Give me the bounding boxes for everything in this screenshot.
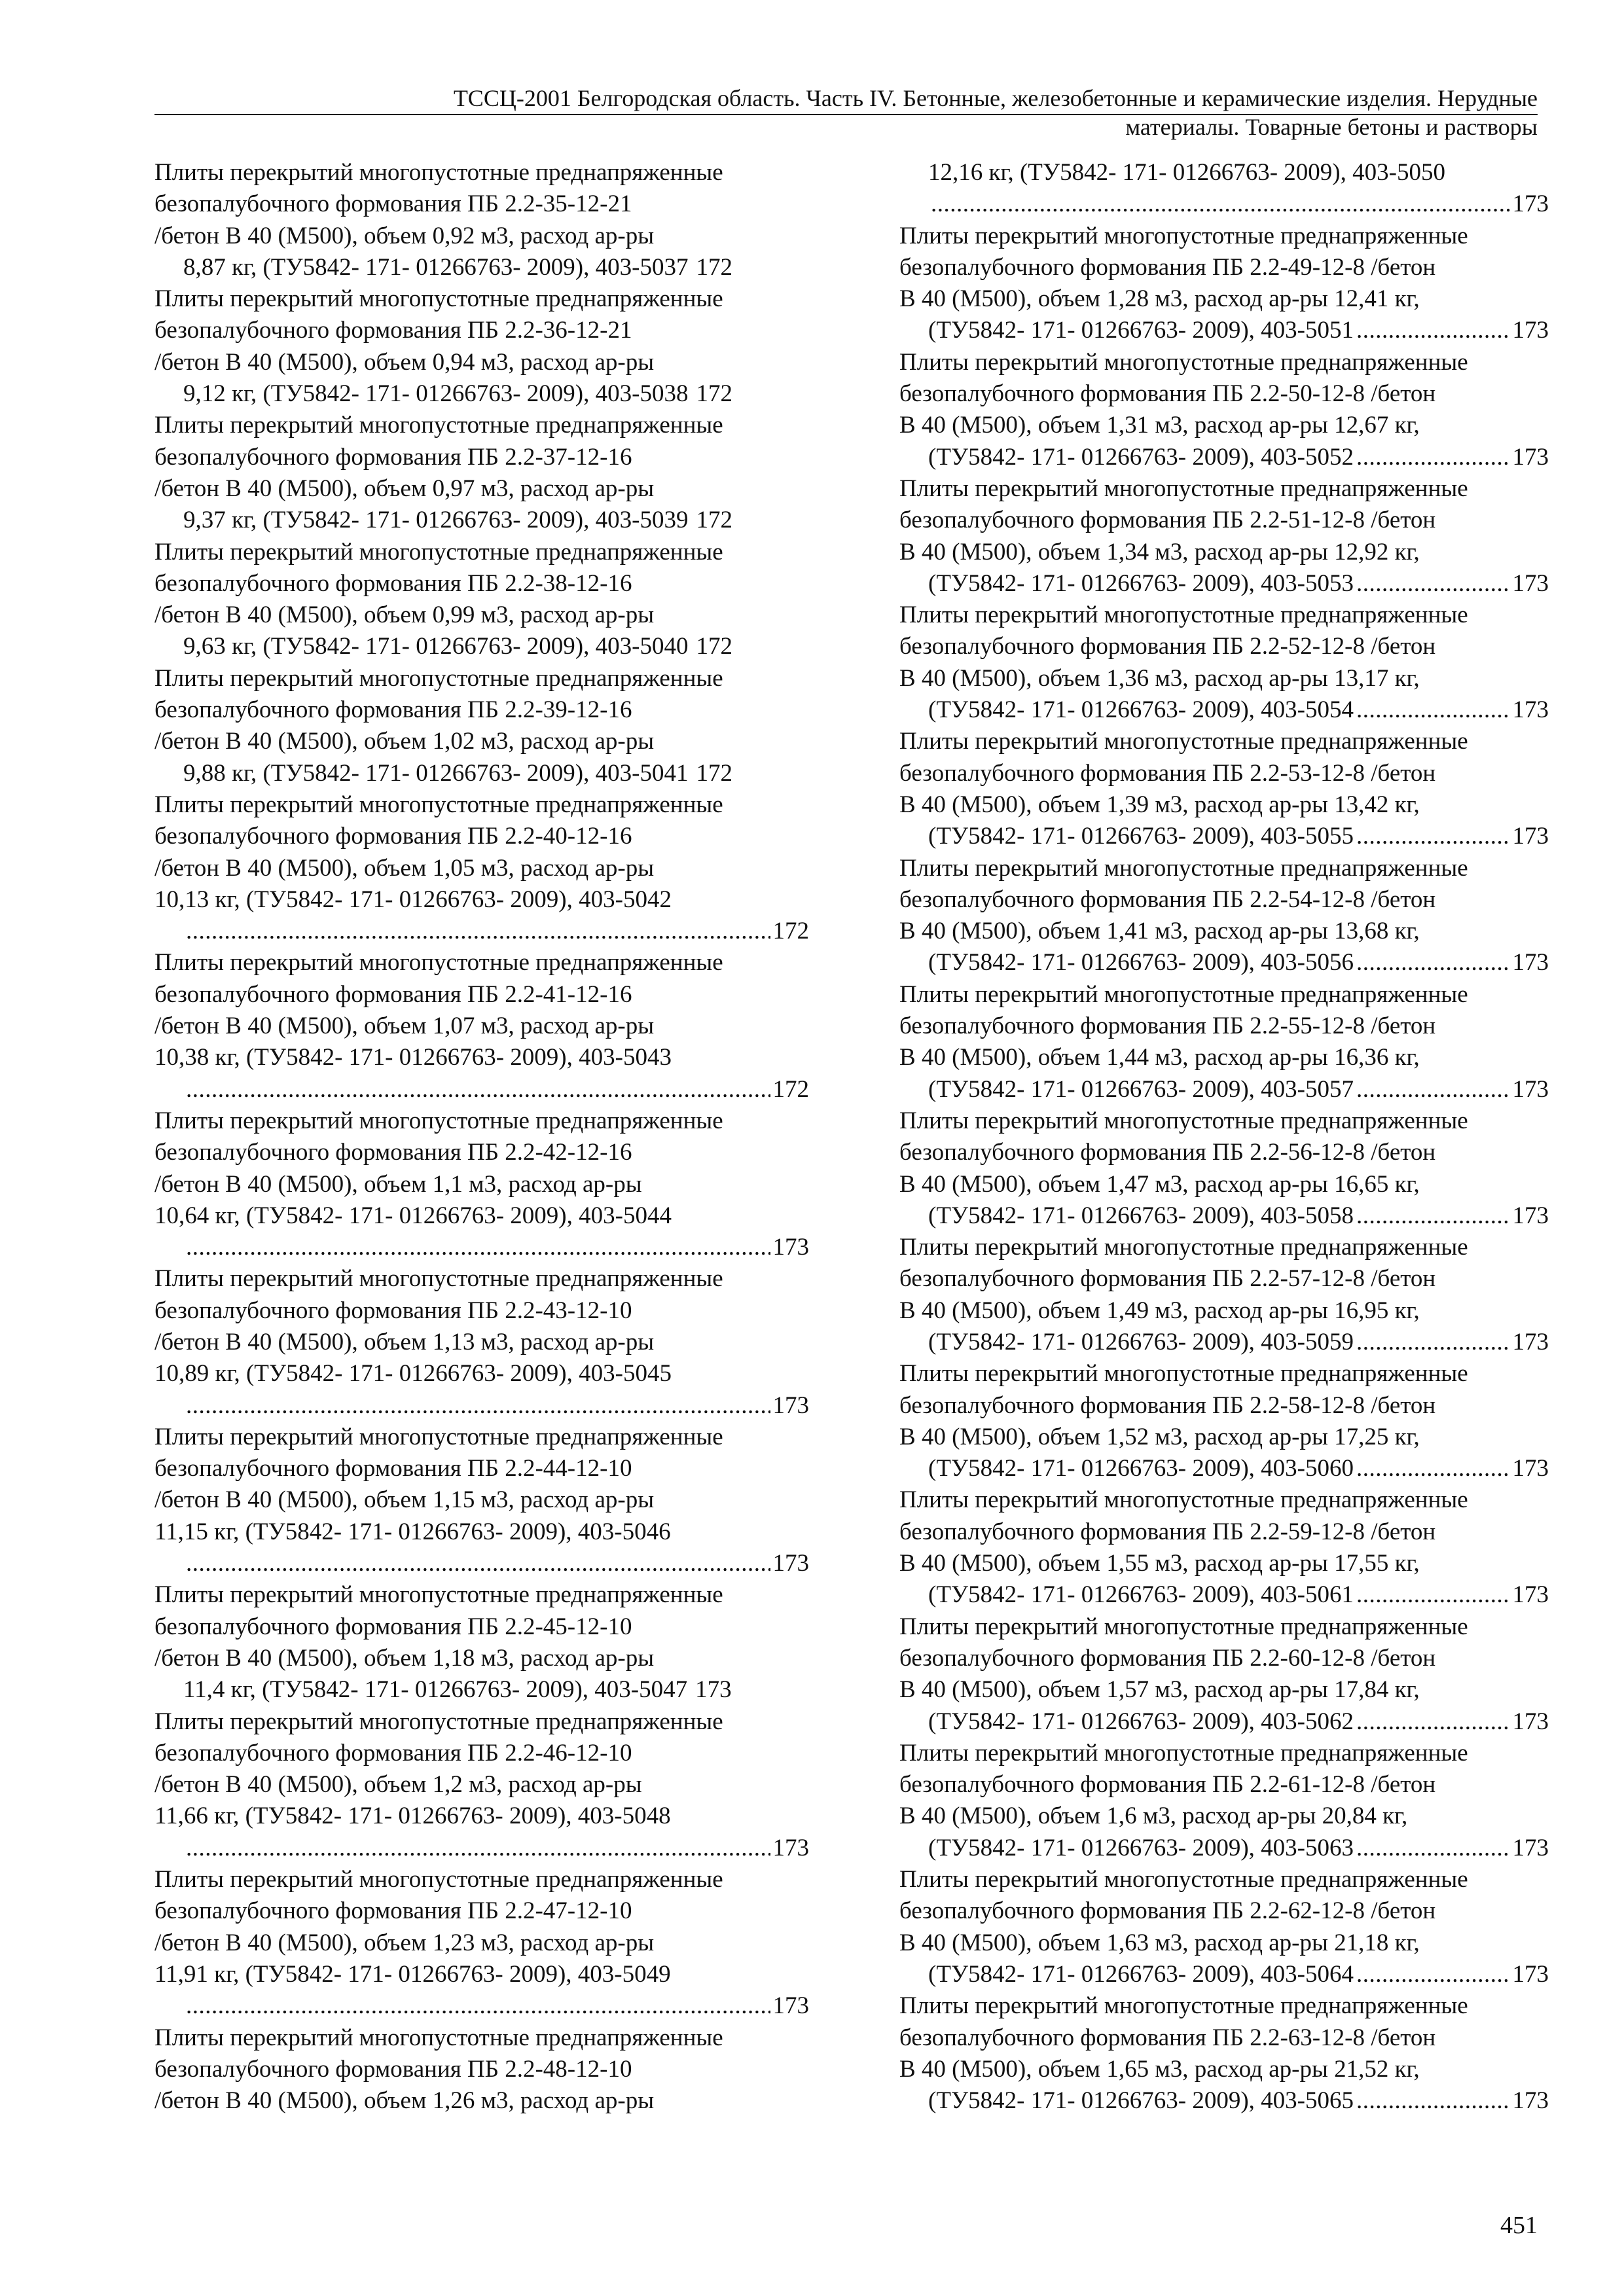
entry-line: безопалубочного формования ПБ 2.2-40-12-16	[154, 823, 632, 850]
entry-page-ref: 172	[772, 918, 809, 945]
entry-line: Плиты перекрытий многопустотные преднапряженные	[154, 1423, 723, 1450]
index-entry	[899, 1738, 1549, 1864]
index-entry	[154, 157, 809, 283]
entry-line: Плиты перекрытий многопустотные преднапряженные	[154, 538, 723, 565]
index-entry	[899, 600, 1549, 726]
entry-line: безопалубочного формования ПБ 2.2-42-12-16	[154, 1139, 632, 1166]
entry-line: безопалубочного формования ПБ 2.2-62-12-8 /бетон	[899, 1897, 1436, 1925]
entry-line: Плиты перекрытий многопустотные преднапряженные	[154, 285, 723, 313]
entry-page-ref: 173	[1512, 569, 1549, 597]
dot-leader	[1356, 821, 1510, 852]
entry-line: Плиты перекрытий многопустотные преднапряженные	[899, 1739, 1468, 1767]
entry-line: Плиты перекрытий многопустотные преднапряженные	[899, 222, 1468, 249]
entry-line: безопалубочного формования ПБ 2.2-50-12-8 /бетон	[899, 380, 1436, 408]
entry-last-line	[183, 1674, 809, 1706]
entry-line: Плиты перекрытий многопустотные преднапряженные	[154, 2024, 723, 2051]
entry-line: (ТУ5842- 171- 01266763- 2009), 403-5064	[928, 1960, 1354, 1988]
index-entry	[154, 283, 809, 410]
entry-line: (ТУ5842- 171- 01266763- 2009), 403-5063	[928, 1834, 1354, 1861]
entry-line: В 40 (М500), объем 1,31 м3, расход ар-ры 12,67 кг,	[899, 412, 1420, 439]
dot-leader	[186, 1833, 770, 1864]
entry-line: /бетон В 40 (М500), объем 1,23 м3, расход ар-ры	[154, 1929, 655, 1956]
entry-page-ref: 173	[1512, 1328, 1549, 1355]
dot-leader	[1356, 1706, 1510, 1738]
index-entry	[899, 221, 1549, 347]
entry-line: (ТУ5842- 171- 01266763- 2009), 403-5062	[928, 1708, 1354, 1735]
dot-leader	[1356, 947, 1510, 978]
header-rule	[154, 114, 1538, 115]
dot-leader	[1356, 694, 1510, 726]
entry-page-ref: 173	[772, 1992, 809, 2020]
entry-last-line	[183, 631, 809, 662]
entry-page-ref: 172	[696, 507, 732, 534]
dot-leader	[186, 1232, 770, 1263]
entry-line: 11,66 кг, (ТУ5842- 171- 01266763- 2009), 403-5048	[154, 1803, 671, 1830]
entry-line: Плиты перекрытий многопустотные преднапряженные	[899, 1992, 1468, 2020]
index-entry	[899, 726, 1549, 852]
index-entry	[154, 1422, 809, 1579]
entry-line: Плиты перекрытий многопустотные преднапряженные	[899, 1234, 1468, 1261]
entry-line: В 40 (М500), объем 1,39 м3, расход ар-ры 13,42 кг,	[899, 791, 1420, 818]
dot-leader	[1356, 1327, 1510, 1358]
entry-last-line	[183, 1990, 809, 2022]
entry-line: /бетон В 40 (М500), объем 1,18 м3, расход ар-ры	[154, 1644, 655, 1672]
entry-line: 11,91 кг, (ТУ5842- 171- 01266763- 2009), 403-5049	[154, 1960, 671, 1988]
entry-line: В 40 (М500), объем 1,47 м3, расход ар-ры 16,65 кг,	[899, 1170, 1420, 1198]
entry-last-line	[928, 1579, 1549, 1611]
dot-leader	[1356, 442, 1510, 473]
entry-page-ref: 173	[1512, 1960, 1549, 1988]
entry-last-line	[928, 1959, 1549, 1990]
entry-line: /бетон В 40 (М500), объем 0,94 м3, расход ар-ры	[154, 348, 655, 376]
entry-last-line	[928, 188, 1549, 220]
entry-line: безопалубочного формования ПБ 2.2-49-12-8 /бетон	[899, 253, 1436, 281]
entry-last-line	[183, 1548, 809, 1579]
entry-line: (ТУ5842- 171- 01266763- 2009), 403-5051	[928, 317, 1354, 344]
entry-line: безопалубочного формования ПБ 2.2-36-12-21	[154, 317, 632, 344]
entry-line: 10,13 кг, (ТУ5842- 171- 01266763- 2009), 403-5042	[154, 886, 672, 913]
entry-line: /бетон В 40 (М500), объем 0,92 м3, расход ар-ры	[154, 222, 655, 249]
entry-line: безопалубочного формования ПБ 2.2-51-12-8 /бетон	[899, 507, 1436, 534]
entry-line: /бетон В 40 (М500), объем 0,97 м3, расход ар-ры	[154, 475, 655, 502]
entry-last-line	[928, 947, 1549, 978]
entry-page-ref: 173	[1512, 696, 1549, 724]
entry-last-line	[183, 1232, 809, 1263]
entry-last-line	[183, 758, 809, 789]
entry-page-ref: 172	[772, 1075, 809, 1103]
entry-line: безопалубочного формования ПБ 2.2-61-12-8 /бетон	[899, 1771, 1436, 1799]
entry-line: безопалубочного формования ПБ 2.2-41-12-16	[154, 980, 632, 1008]
entry-line: Плиты перекрытий многопустотные преднапряженные	[899, 854, 1468, 882]
index-entry	[154, 789, 809, 947]
entry-line: безопалубочного формования ПБ 2.2-48-12-10	[154, 2055, 632, 2083]
entry-line: (ТУ5842- 171- 01266763- 2009), 403-5061	[928, 1581, 1354, 1609]
entry-line: Плиты перекрытий многопустотные преднапряженные	[154, 1265, 723, 1293]
entry-line: Плиты перекрытий многопустотные преднапряженные	[154, 412, 723, 439]
entry-line: (ТУ5842- 171- 01266763- 2009), 403-5060	[928, 1455, 1354, 1482]
header-line-1: ТССЦ-2001 Белгородская область. Часть IV. Бетонные, железобетонные и керамические изделия. Нерудные	[453, 85, 1538, 111]
dot-leader	[1356, 568, 1510, 600]
entry-line: Плиты перекрытий многопустотные преднапряженные	[899, 1866, 1468, 1893]
entry-line: Плиты перекрытий многопустотные преднапряженные	[154, 1107, 723, 1134]
entry-line: В 40 (М500), объем 1,28 м3, расход ар-ры 12,41 кг,	[899, 285, 1420, 313]
entry-last-line	[183, 1390, 809, 1422]
entry-line: безопалубочного формования ПБ 2.2-35-12-21	[154, 190, 632, 218]
entry-last-line	[183, 505, 809, 536]
entry-line: /бетон В 40 (М500), объем 1,26 м3, расход ар-ры	[154, 2087, 655, 2115]
entry-line: безопалубочного формования ПБ 2.2-46-12-10	[154, 1739, 632, 1767]
entry-line: безопалубочного формования ПБ 2.2-43-12-10	[154, 1297, 632, 1324]
entry-last-line	[928, 315, 1549, 346]
entry-line: /бетон В 40 (М500), объем 1,1 м3, расход ар-ры	[154, 1170, 642, 1198]
entry-page-ref: 173	[1512, 317, 1549, 344]
index-entry	[899, 979, 1549, 1105]
entry-line: (ТУ5842- 171- 01266763- 2009), 403-5057	[928, 1075, 1354, 1103]
header-line-2: материалы. Товарные бетоны и растворы	[1125, 114, 1538, 140]
entry-line: /бетон В 40 (М500), объем 1,05 м3, расход ар-ры	[154, 854, 655, 882]
entry-line: 9,88 кг, (ТУ5842- 171- 01266763- 2009), 403-5041	[183, 759, 689, 787]
entry-line: безопалубочного формования ПБ 2.2-63-12-8 /бетон	[899, 2024, 1436, 2051]
entry-line: В 40 (М500), объем 1,63 м3, расход ар-ры 21,18 кг,	[899, 1929, 1420, 1956]
entry-line: (ТУ5842- 171- 01266763- 2009), 403-5065	[928, 2087, 1354, 2115]
index-entry	[154, 1105, 809, 1263]
entry-last-line	[928, 1453, 1549, 1484]
entry-line: /бетон В 40 (М500), объем 1,02 м3, расход ар-ры	[154, 728, 655, 755]
entry-line: безопалубочного формования ПБ 2.2-52-12-8 /бетон	[899, 633, 1436, 660]
entry-line: (ТУ5842- 171- 01266763- 2009), 403-5054	[928, 696, 1354, 724]
entry-line: 10,38 кг, (ТУ5842- 171- 01266763- 2009), 403-5043	[154, 1044, 672, 1071]
entry-page-ref: 173	[1512, 2087, 1549, 2115]
index-entry	[899, 1611, 1549, 1738]
entry-line: Плиты перекрытий многопустотные преднапряженные	[154, 159, 723, 186]
entry-line: В 40 (М500), объем 1,34 м3, расход ар-ры 12,92 кг,	[899, 538, 1420, 565]
entry-line: безопалубочного формования ПБ 2.2-47-12-10	[154, 1897, 632, 1925]
entry-line: безопалубочного формования ПБ 2.2-55-12-8 /бетон	[899, 1013, 1436, 1040]
entry-line: (ТУ5842- 171- 01266763- 2009), 403-5052	[928, 443, 1354, 471]
entry-last-line	[183, 252, 809, 283]
index-entry	[899, 1864, 1549, 1990]
entry-page-ref: 173	[772, 1834, 809, 1861]
dot-leader	[1356, 1959, 1510, 1990]
entry-line: (ТУ5842- 171- 01266763- 2009), 403-5053	[928, 569, 1354, 597]
entry-last-line	[928, 694, 1549, 726]
index-entry	[154, 1579, 809, 1706]
entry-line: 10,89 кг, (ТУ5842- 171- 01266763- 2009), 403-5045	[154, 1360, 672, 1388]
index-entry	[899, 1232, 1549, 1358]
entry-line: /бетон В 40 (М500), объем 1,15 м3, расход ар-ры	[154, 1486, 655, 1514]
dot-leader	[1356, 1833, 1510, 1864]
entry-page-ref: 173	[1512, 1708, 1549, 1735]
entry-line: Плиты перекрытий многопустотные преднапряженные	[154, 664, 723, 692]
entry-line: 9,37 кг, (ТУ5842- 171- 01266763- 2009), 403-5039	[183, 507, 689, 534]
entry-line: безопалубочного формования ПБ 2.2-37-12-16	[154, 443, 632, 471]
entry-page-ref: 172	[696, 380, 732, 408]
entry-line: В 40 (М500), объем 1,44 м3, расход ар-ры 16,36 кг,	[899, 1044, 1420, 1071]
entry-last-line	[928, 1327, 1549, 1358]
entry-line: (ТУ5842- 171- 01266763- 2009), 403-5055	[928, 823, 1354, 850]
index-entry	[899, 1990, 1549, 2117]
entry-page-ref: 173	[1512, 1202, 1549, 1229]
entry-line: 9,12 кг, (ТУ5842- 171- 01266763- 2009), 403-5038	[183, 380, 689, 408]
page-number: 451	[1500, 2212, 1538, 2239]
entry-last-line	[928, 1706, 1549, 1738]
entry-line: безопалубочного формования ПБ 2.2-57-12-8 /бетон	[899, 1265, 1436, 1293]
entry-page-ref: 173	[772, 1550, 809, 1577]
entry-page-ref: 173	[1512, 823, 1549, 850]
index-column-right	[899, 157, 1549, 2117]
dot-leader	[186, 1548, 770, 1579]
index-entry	[899, 347, 1549, 473]
entry-page-ref: 173	[1512, 1834, 1549, 1861]
index-entry	[154, 947, 809, 1105]
entry-last-line	[183, 378, 809, 410]
entry-line: безопалубочного формования ПБ 2.2-53-12-8 /бетон	[899, 759, 1436, 787]
entry-line: В 40 (М500), объем 1,57 м3, расход ар-ры 17,84 кг,	[899, 1676, 1420, 1704]
entry-line: /бетон В 40 (М500), объем 0,99 м3, расход ар-ры	[154, 601, 655, 629]
entry-last-line	[928, 442, 1549, 473]
entry-line: Плиты перекрытий многопустотные преднапряженные	[899, 728, 1468, 755]
entry-last-line	[928, 568, 1549, 600]
index-column-left	[154, 157, 809, 2117]
entry-page-ref: 172	[696, 759, 732, 787]
index-entry	[154, 663, 809, 789]
index-entry	[899, 853, 1549, 979]
entry-line: Плиты перекрытий многопустотные преднапряженные	[154, 1581, 723, 1609]
entry-line: Плиты перекрытий многопустотные преднапряженные	[899, 1613, 1468, 1640]
entry-page-ref: 173	[1512, 1581, 1549, 1609]
entry-line: Плиты перекрытий многопустотные преднапряженные	[899, 601, 1468, 629]
entry-last-line	[928, 821, 1549, 852]
index-entry	[154, 537, 809, 663]
entry-line: (ТУ5842- 171- 01266763- 2009), 403-5058	[928, 1202, 1354, 1229]
entry-line: безопалубочного формования ПБ 2.2-39-12-16	[154, 696, 632, 724]
entry-line: 12,16 кг, (ТУ5842- 171- 01266763- 2009), 403-5050	[928, 159, 1445, 186]
entry-last-line	[183, 916, 809, 947]
index-entry	[899, 1105, 1549, 1232]
entry-line: В 40 (М500), объем 1,41 м3, расход ар-ры 13,68 кг,	[899, 918, 1420, 945]
entry-line: Плиты перекрытий многопустотные преднапряженные	[899, 1486, 1468, 1514]
dot-leader	[931, 188, 1510, 220]
entry-line: (ТУ5842- 171- 01266763- 2009), 403-5059	[928, 1328, 1354, 1355]
entry-last-line	[928, 2085, 1549, 2117]
entry-page-ref: 173	[695, 1676, 732, 1704]
entry-line: Плиты перекрытий многопустотные преднапряженные	[899, 980, 1468, 1008]
dot-leader	[186, 1990, 770, 2022]
entry-last-line	[928, 1833, 1549, 1864]
dot-leader	[1356, 315, 1510, 346]
entry-line: безопалубочного формования ПБ 2.2-54-12-8 /бетон	[899, 886, 1436, 913]
index-entry	[154, 1263, 809, 1421]
dot-leader	[186, 1390, 770, 1422]
running-header	[154, 84, 1538, 141]
entry-page-ref: 173	[772, 1234, 809, 1261]
entry-line: безопалубочного формования ПБ 2.2-38-12-16	[154, 569, 632, 597]
dot-leader	[1356, 2085, 1510, 2117]
index-entry	[154, 2022, 809, 2117]
entry-line: /бетон В 40 (М500), объем 1,2 м3, расход ар-ры	[154, 1771, 642, 1799]
index-entry	[899, 1484, 1549, 1611]
entry-line: 11,15 кг, (ТУ5842- 171- 01266763- 2009), 403-5046	[154, 1518, 671, 1545]
entry-page-ref: 173	[1512, 949, 1549, 977]
entry-last-line	[928, 1200, 1549, 1232]
entry-line: В 40 (М500), объем 1,6 м3, расход ар-ры 20,84 кг,	[899, 1803, 1408, 1830]
entry-line: 10,64 кг, (ТУ5842- 171- 01266763- 2009), 403-5044	[154, 1202, 672, 1229]
entry-page-ref: 173	[1512, 190, 1549, 218]
entry-line: 8,87 кг, (ТУ5842- 171- 01266763- 2009), 403-5037	[183, 253, 689, 281]
entry-line: Плиты перекрытий многопустотные преднапряженные	[899, 1360, 1468, 1388]
entry-line: Плиты перекрытий многопустотные преднапряженные	[154, 791, 723, 818]
entry-line: В 40 (М500), объем 1,55 м3, расход ар-ры 17,55 кг,	[899, 1550, 1420, 1577]
entry-page-ref: 173	[1512, 443, 1549, 471]
entry-line: Плиты перекрытий многопустотные преднапряженные	[899, 348, 1468, 376]
entry-line: Плиты перекрытий многопустотные преднапряженные	[899, 475, 1468, 502]
entry-line: В 40 (М500), объем 1,49 м3, расход ар-ры 16,95 кг,	[899, 1297, 1420, 1324]
dot-leader	[1356, 1200, 1510, 1232]
entry-line: безопалубочного формования ПБ 2.2-58-12-8 /бетон	[899, 1391, 1436, 1419]
entry-line: Плиты перекрытий многопустотные преднапряженные	[154, 949, 723, 977]
index-entry	[899, 473, 1549, 600]
entry-line: безопалубочного формования ПБ 2.2-59-12-8 /бетон	[899, 1518, 1436, 1545]
entry-last-line	[928, 1074, 1549, 1105]
entry-last-line	[183, 1833, 809, 1864]
entry-line: (ТУ5842- 171- 01266763- 2009), 403-5056	[928, 949, 1354, 977]
entry-line: безопалубочного формования ПБ 2.2-60-12-8 /бетон	[899, 1644, 1436, 1672]
entry-page-ref: 173	[1512, 1075, 1549, 1103]
entry-line: /бетон В 40 (М500), объем 1,07 м3, расход ар-ры	[154, 1013, 655, 1040]
index-entry	[899, 1358, 1549, 1484]
index-entry	[899, 157, 1549, 221]
entry-page-ref: 173	[772, 1391, 809, 1419]
dot-leader	[186, 916, 770, 947]
dot-leader	[1356, 1453, 1510, 1484]
entry-line: безопалубочного формования ПБ 2.2-56-12-8 /бетон	[899, 1139, 1436, 1166]
entry-line: В 40 (М500), объем 1,52 м3, расход ар-ры 17,25 кг,	[899, 1423, 1420, 1450]
entry-line: В 40 (М500), объем 1,36 м3, расход ар-ры 13,17 кг,	[899, 664, 1420, 692]
dot-leader	[186, 1074, 770, 1105]
dot-leader	[1356, 1579, 1510, 1611]
dot-leader	[1356, 1074, 1510, 1105]
entry-line: Плиты перекрытий многопустотные преднапряженные	[899, 1107, 1468, 1134]
entry-line: /бетон В 40 (М500), объем 1,13 м3, расход ар-ры	[154, 1328, 655, 1355]
entry-line: Плиты перекрытий многопустотные преднапряженные	[154, 1866, 723, 1893]
index-entry	[154, 1706, 809, 1864]
entry-last-line	[183, 1074, 809, 1105]
entry-line: Плиты перекрытий многопустотные преднапряженные	[154, 1708, 723, 1735]
entry-page-ref: 172	[696, 253, 732, 281]
index-entry	[154, 410, 809, 536]
entry-line: безопалубочного формования ПБ 2.2-44-12-10	[154, 1455, 632, 1482]
entry-page-ref: 173	[1512, 1455, 1549, 1482]
entry-line: В 40 (М500), объем 1,65 м3, расход ар-ры 21,52 кг,	[899, 2055, 1420, 2083]
entry-line: 11,4 кг, (ТУ5842- 171- 01266763- 2009), 403-5047	[183, 1676, 688, 1704]
entry-line: безопалубочного формования ПБ 2.2-45-12-10	[154, 1613, 632, 1640]
entry-line: 9,63 кг, (ТУ5842- 171- 01266763- 2009), 403-5040	[183, 633, 689, 660]
entry-page-ref: 172	[696, 633, 732, 660]
index-entry	[154, 1864, 809, 2022]
